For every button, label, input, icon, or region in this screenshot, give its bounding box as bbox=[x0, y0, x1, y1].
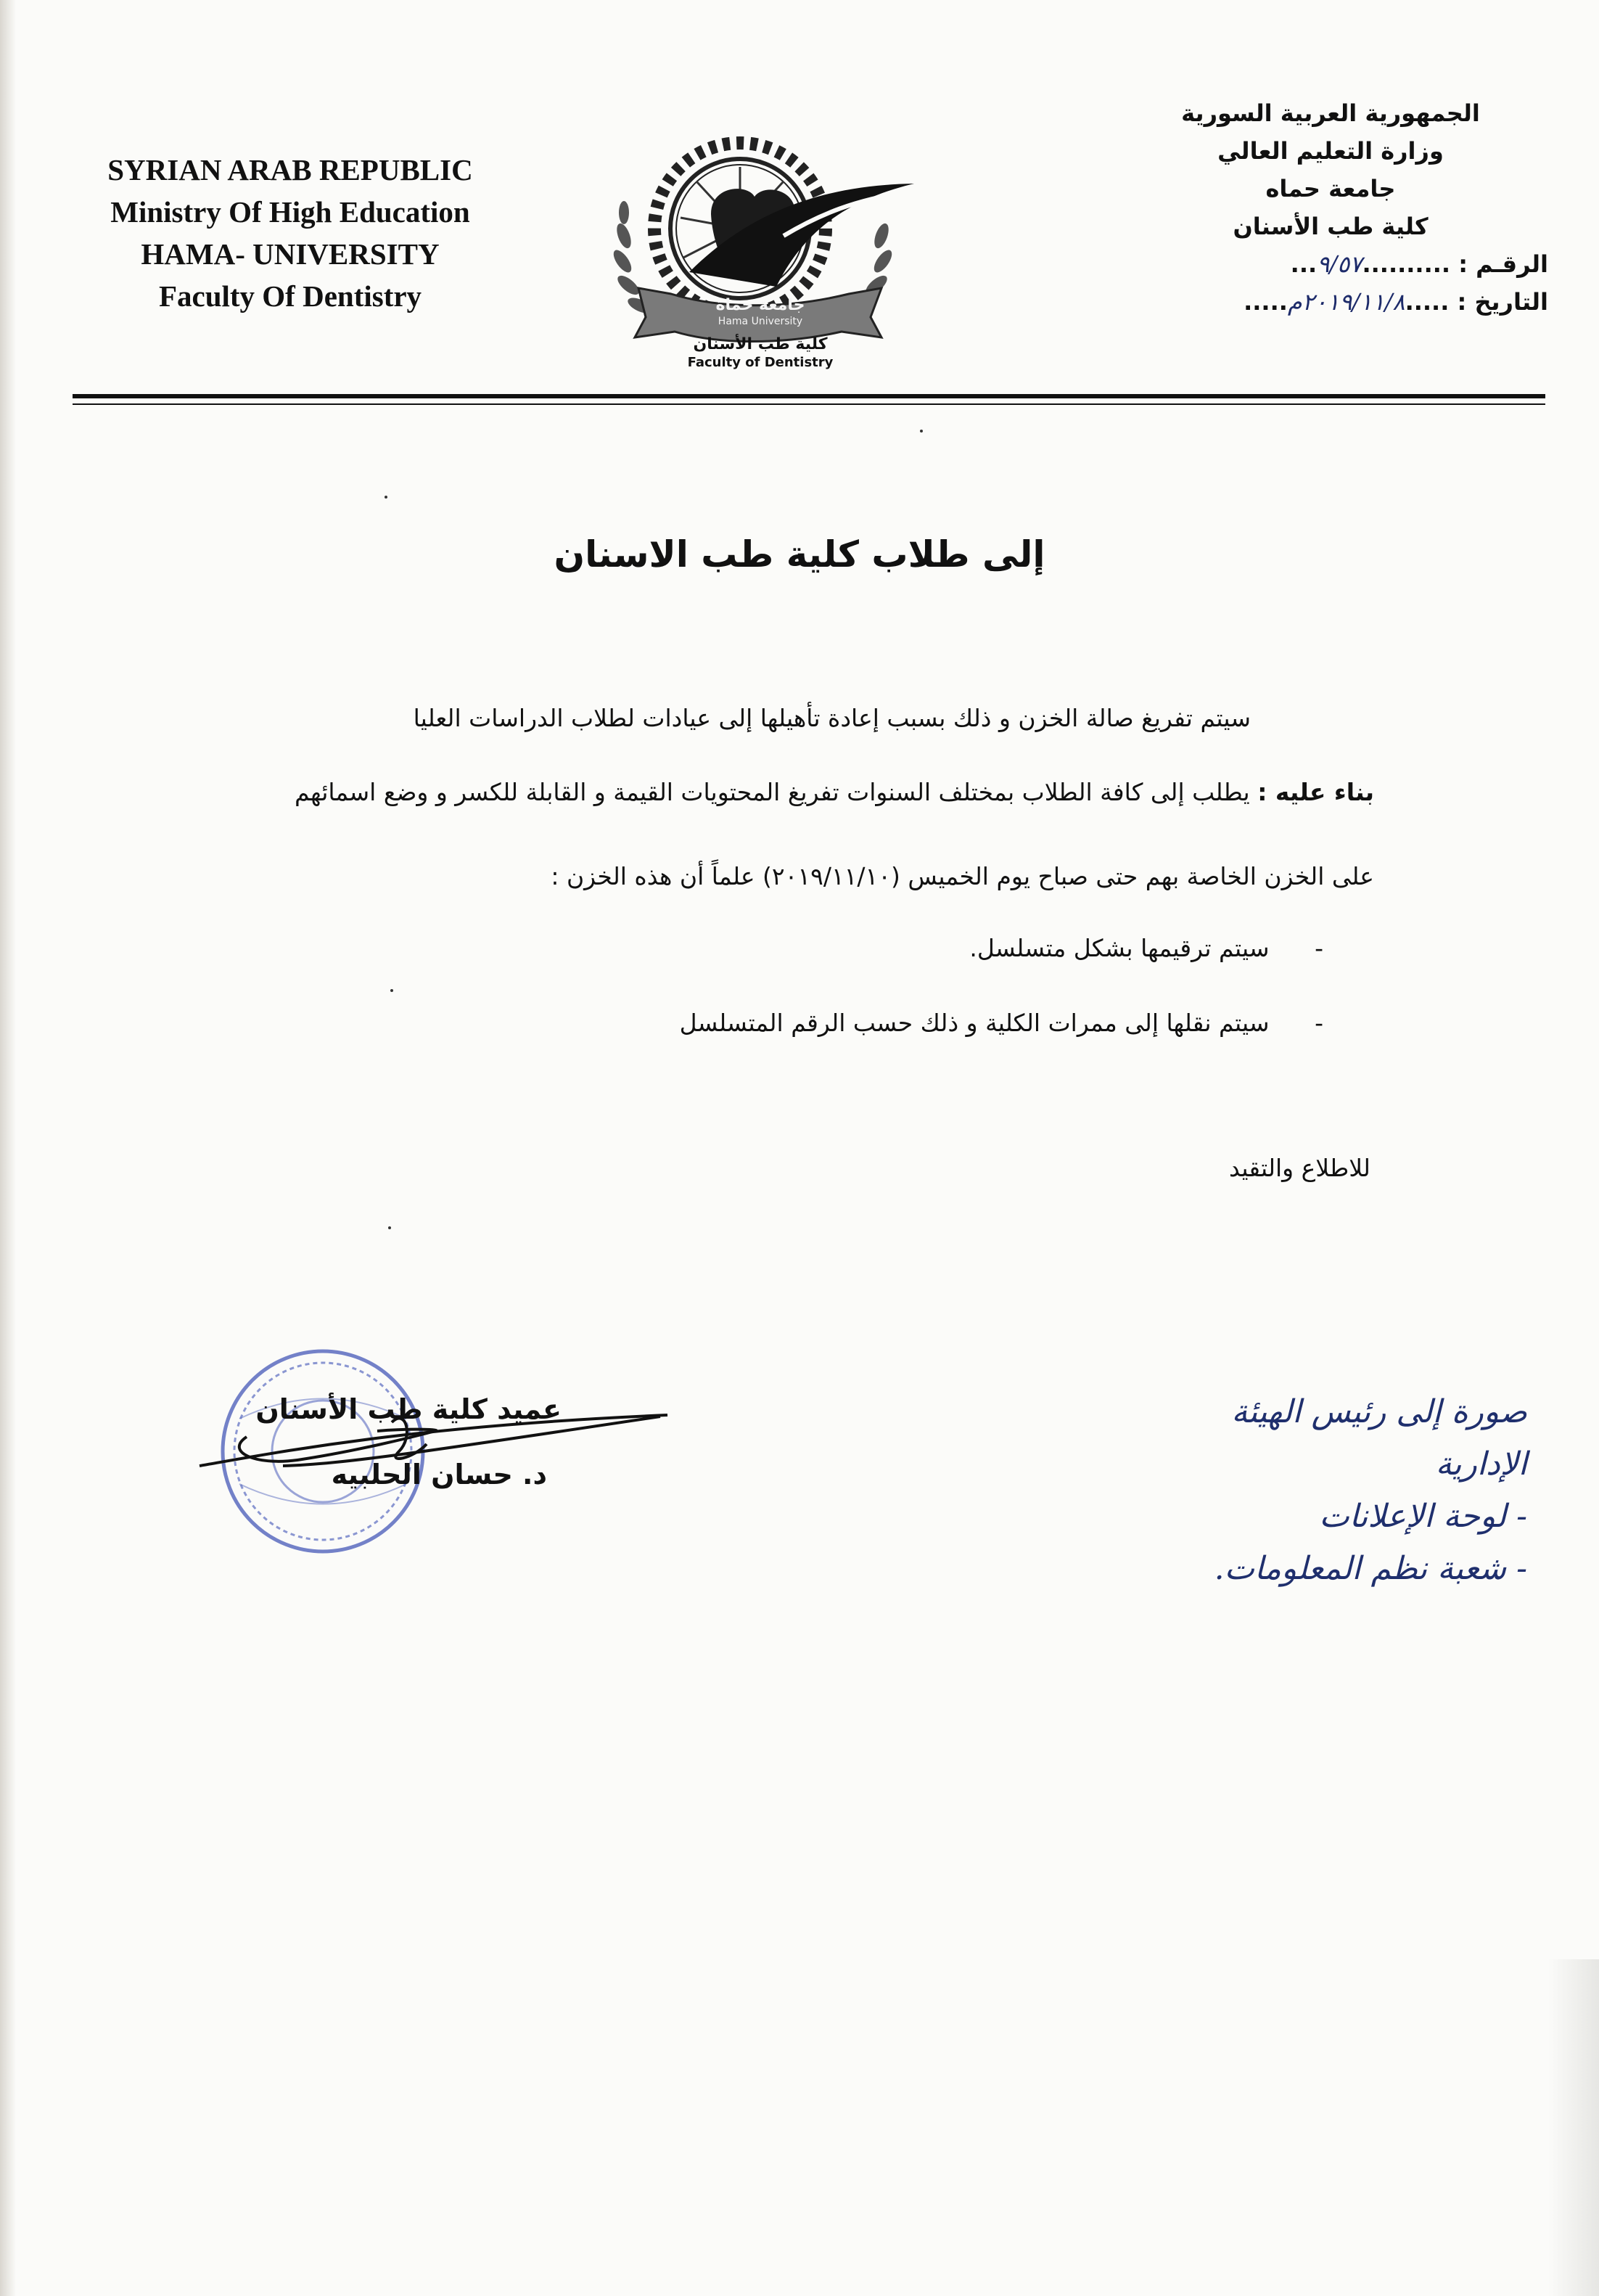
cc-line: صورة إلى رئيس الهيئة الإدارية bbox=[1231, 1393, 1527, 1483]
paragraph-2-text: يطلب إلى كافة الطلاب بمختلف السنوات تفريغ المحتويات القيمة و القابلة للكسر و وضع اسمائهم bbox=[295, 778, 1250, 806]
letterhead-university-ar: جامعة حماه bbox=[1265, 175, 1396, 202]
letterhead-ministry-ar: وزارة التعليم العالي bbox=[1217, 137, 1444, 165]
header-divider-thin bbox=[73, 403, 1545, 405]
paper-speck bbox=[388, 1226, 391, 1229]
letterhead-english bbox=[80, 149, 501, 317]
closing-line: للاطلاع والتقيد bbox=[1229, 1154, 1370, 1182]
paper-speck bbox=[390, 989, 393, 992]
document-title: إلى طلاب كلية طب الاسنان bbox=[554, 533, 1045, 575]
reference-number-label: الرقـم : bbox=[1458, 250, 1548, 278]
paragraph-2-lead: بناء عليه : bbox=[1257, 778, 1374, 806]
paper-speck bbox=[920, 430, 923, 432]
letterhead-university: HAMA- UNIVERSITY bbox=[141, 237, 440, 271]
letterhead-faculty-ar: كلية طب الأسنان bbox=[1233, 213, 1429, 240]
reference-number: الرقـم : ..........٩/٥٧... bbox=[1290, 250, 1548, 278]
bullet-dash: - bbox=[1315, 1009, 1323, 1037]
logo-text-ar-bottom: كلية طب الأسنان bbox=[693, 335, 828, 353]
reference-number-value: ٩/٥٧ bbox=[1317, 250, 1362, 278]
letterhead-ministry: Ministry Of High Education bbox=[110, 195, 470, 229]
signatory-name: د. حسان الحلبيه bbox=[331, 1459, 547, 1491]
paper-edge-shadow bbox=[0, 0, 16, 2296]
signatory-title: عميد كلية طب الأسنان bbox=[255, 1393, 562, 1425]
list-item bbox=[680, 1009, 1323, 1037]
cc-line: - شعبة نظم المعلومات. bbox=[1214, 1550, 1527, 1587]
paragraph-1: سيتم تفريغ صالة الخزن و ذلك بسبب إعادة تأهيلها إلى عيادات لطلاب الدراسات العليا bbox=[413, 704, 1251, 732]
logo-text-en-bottom: Faculty of Dentistry bbox=[687, 355, 834, 370]
handwritten-cc-note bbox=[1135, 1386, 1527, 1618]
paragraph-3: على الخزن الخاصة بهم حتى صباح يوم الخميس (٢٠١٩/١١/١٠) علماً أن هذه الخزن : bbox=[551, 862, 1374, 890]
reference-date: التاريخ : .....٢٠١٩/١١/٨م..... bbox=[1244, 288, 1548, 316]
cc-line: - لوحة الإعلانات bbox=[1319, 1498, 1527, 1535]
official-stamp bbox=[196, 1335, 675, 1567]
paragraph-2 bbox=[295, 778, 1374, 806]
logo-text-ar-top: جامعة حماة bbox=[715, 296, 805, 314]
letterhead-arabic bbox=[1113, 94, 1548, 321]
letterhead-faculty: Faculty Of Dentistry bbox=[158, 279, 422, 313]
reference-date-value: ٢٠١٩/١١/٨م bbox=[1287, 288, 1405, 316]
paper-edge-shadow bbox=[1548, 1959, 1599, 2296]
list-item bbox=[969, 934, 1323, 962]
header-divider bbox=[73, 394, 1545, 398]
paper-speck bbox=[385, 496, 387, 499]
letterhead-country-ar: الجمهورية العربية السورية bbox=[1181, 99, 1480, 127]
reference-date-label: التاريخ : bbox=[1457, 288, 1548, 316]
list-item-text: سيتم نقلها إلى ممرات الكلية و ذلك حسب الرقم المتسلسل bbox=[679, 1009, 1270, 1037]
list-item-text: سيتم ترقيمها بشكل متسلسل. bbox=[969, 934, 1270, 962]
letterhead-country: SYRIAN ARAB REPUBLIC bbox=[107, 153, 473, 186]
logo-text-en-top: Hama University bbox=[718, 316, 803, 327]
bullet-dash: - bbox=[1315, 934, 1323, 962]
university-logo bbox=[602, 127, 921, 374]
